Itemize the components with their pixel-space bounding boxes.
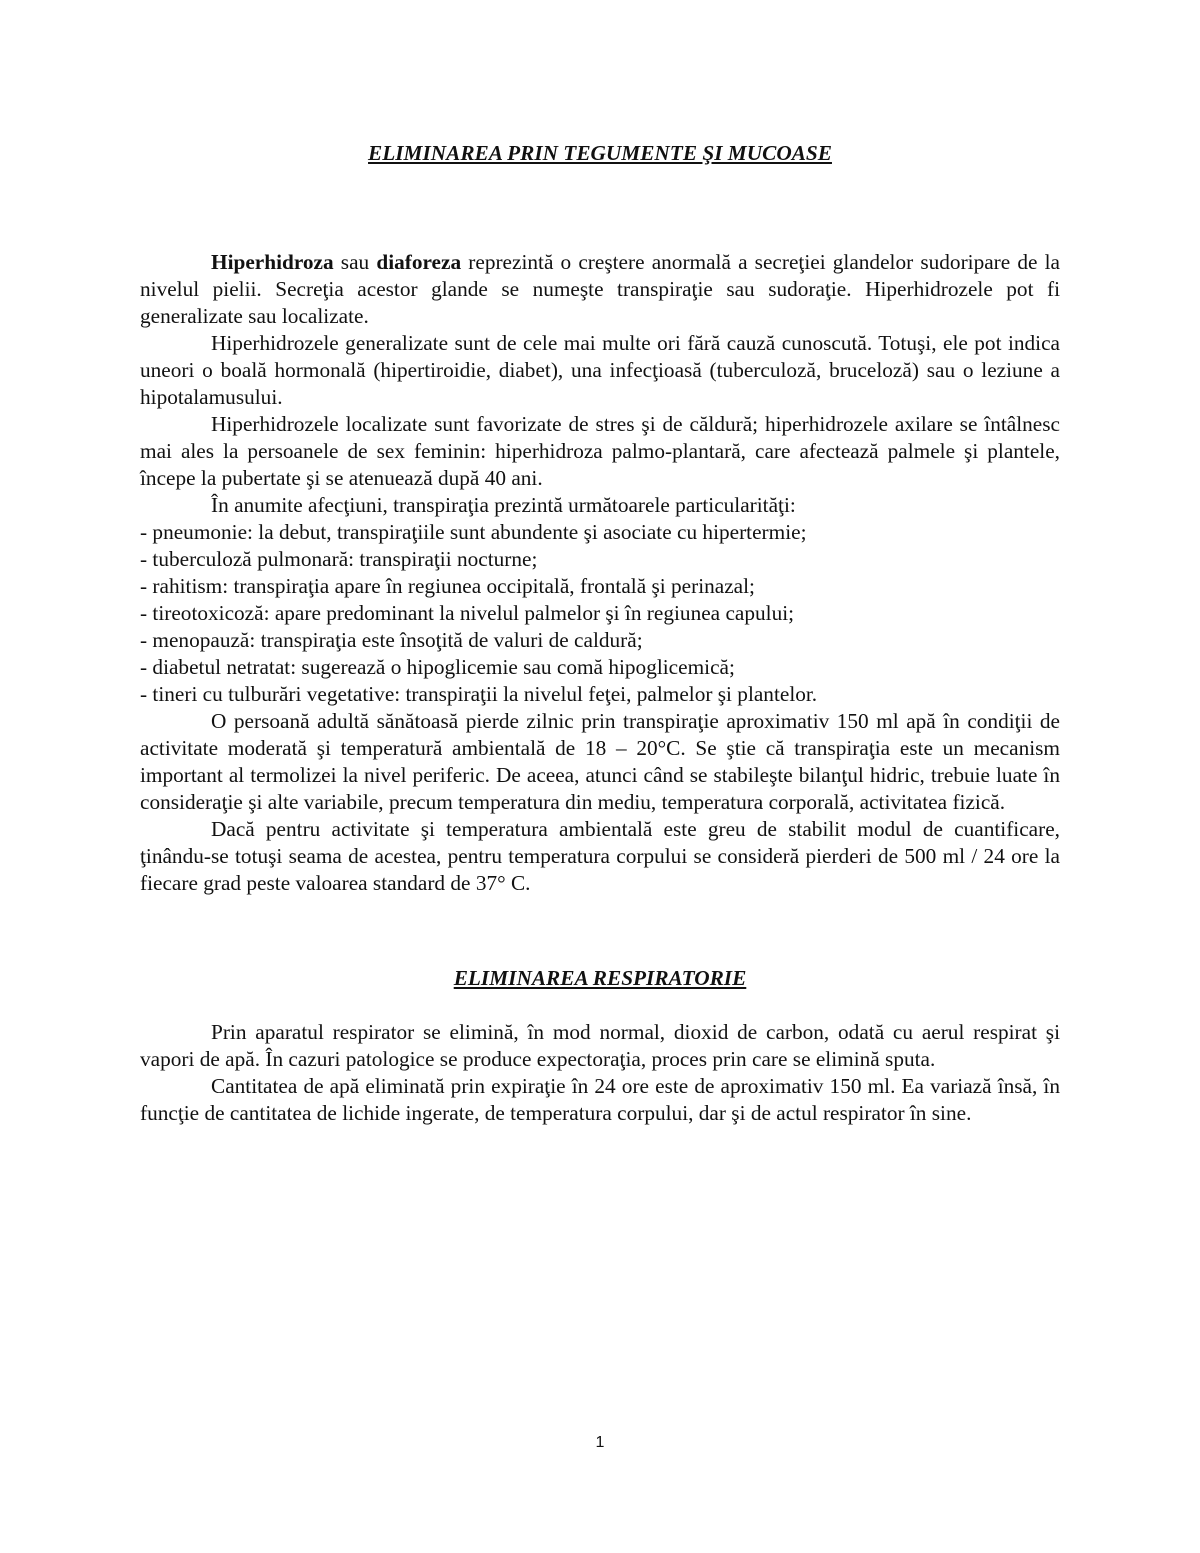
paragraph-cantitate-apa: Cantitatea de apă eliminată prin expiraţie în 24 ore este de aproximativ 150 ml. Ea variază însă, în funcţie de cantitatea de lichide ingerate, de temperatura corpului, dar şi de actul respirator în sine. xyxy=(140,1074,1060,1125)
list-item: - rahitism: transpiraţia apare în regiunea occipitală, frontală şi perinazal; xyxy=(140,574,755,598)
list-item: - pneumonie: la debut, transpiraţiile sunt abundente şi asociate cu hipertermie; xyxy=(140,520,807,544)
document-body xyxy=(140,140,1060,1127)
section-title-tegumente: ELIMINAREA PRIN TEGUMENTE ŞI MUCOASE xyxy=(368,141,832,165)
list-item: - diabetul netratat: sugerează o hipoglicemie sau comă hipoglicemică; xyxy=(140,655,735,679)
section-title-respiratorie: ELIMINAREA RESPIRATORIE xyxy=(453,966,747,990)
paragraph-generalizate: Hiperhidrozele generalizate sunt de cele mai multe ori fără cauză cunoscută. Totuşi, ele pot indica uneori o boală hormonală (hipertiroidie, diabet), una infecţioasă (tuberculoză, bruceloză) sau o leziune a hipotalamusului. xyxy=(140,331,1060,409)
paragraph-persoana-adulta: O persoană adultă sănătoasă pierde zilnic prin transpiraţie aproximativ 150 ml apă în condiţii de activitate moderată şi temperatură ambientală de 18 – 20°C. Se ştie că transpiraţia este un mecanism important al termolizei la nivel periferic. De aceea, atunci când se stabileşte bilanţul hidric, trebuie luate în consideraţie şi alte variabile, precum temperatura din mediu, temperatura corporală, activitatea fizică. xyxy=(140,709,1060,814)
paragraph-afectiuni: În anumite afecţiuni, transpiraţia prezintă următoarele particularităţi: xyxy=(211,493,796,517)
intro-conjunction: sau xyxy=(333,250,377,274)
list-item: - menopauză: transpiraţia este însoţită de valuri de caldură; xyxy=(140,628,643,652)
paragraph-aparat-respirator: Prin aparatul respirator se elimină, în mod normal, dioxid de carbon, odată cu aerul respirat şi vapori de apă. În cazuri patologice se produce expectoraţia, proces prin care se elimină sputa. xyxy=(140,1020,1060,1071)
term-hiperhidroza: Hiperhidroza xyxy=(211,250,334,274)
list-item: - tireotoxicoză: apare predominant la nivelul palmelor şi în regiunea capului; xyxy=(140,601,795,625)
intro-text: reprezintă o creştere anormală a secreţiei glandelor sudoripare de la nivelul pielii. Secreţia acestor glande se numeşte transpiraţie sau sudoraţie. Hiperhidrozele pot fi generalizate sau localizate. xyxy=(140,250,1060,328)
intro-paragraph xyxy=(140,249,1060,330)
paragraph-cuantificare: Dacă pentru activitate şi temperatura ambientală este greu de stabilit modul de cuantificare, ţinându-se totuşi seama de acestea, pentru temperatura corpului se consideră pierderi de 500 ml / 24 ore la fiecare grad peste valoarea standard de 37° C. xyxy=(140,817,1060,895)
page-number: 1 xyxy=(595,1434,605,1451)
list-item: - tineri cu tulburări vegetative: transpiraţii la nivelul feţei, palmelor şi plantelor. xyxy=(140,682,818,706)
particularitati-list xyxy=(140,519,1060,708)
list-item: - tuberculoză pulmonară: transpiraţii nocturne; xyxy=(140,547,538,571)
term-diaforeza: diaforeza xyxy=(376,250,462,274)
paragraph-localizate: Hiperhidrozele localizate sunt favorizate de stres şi de căldură; hiperhidrozele axilare se întâlnesc mai ales la persoanele de sex feminin: hiperhidroza palmo-plantară, care afectează palmele şi plantele, începe la pubertate şi se atenuează după 40 ani. xyxy=(140,412,1060,490)
